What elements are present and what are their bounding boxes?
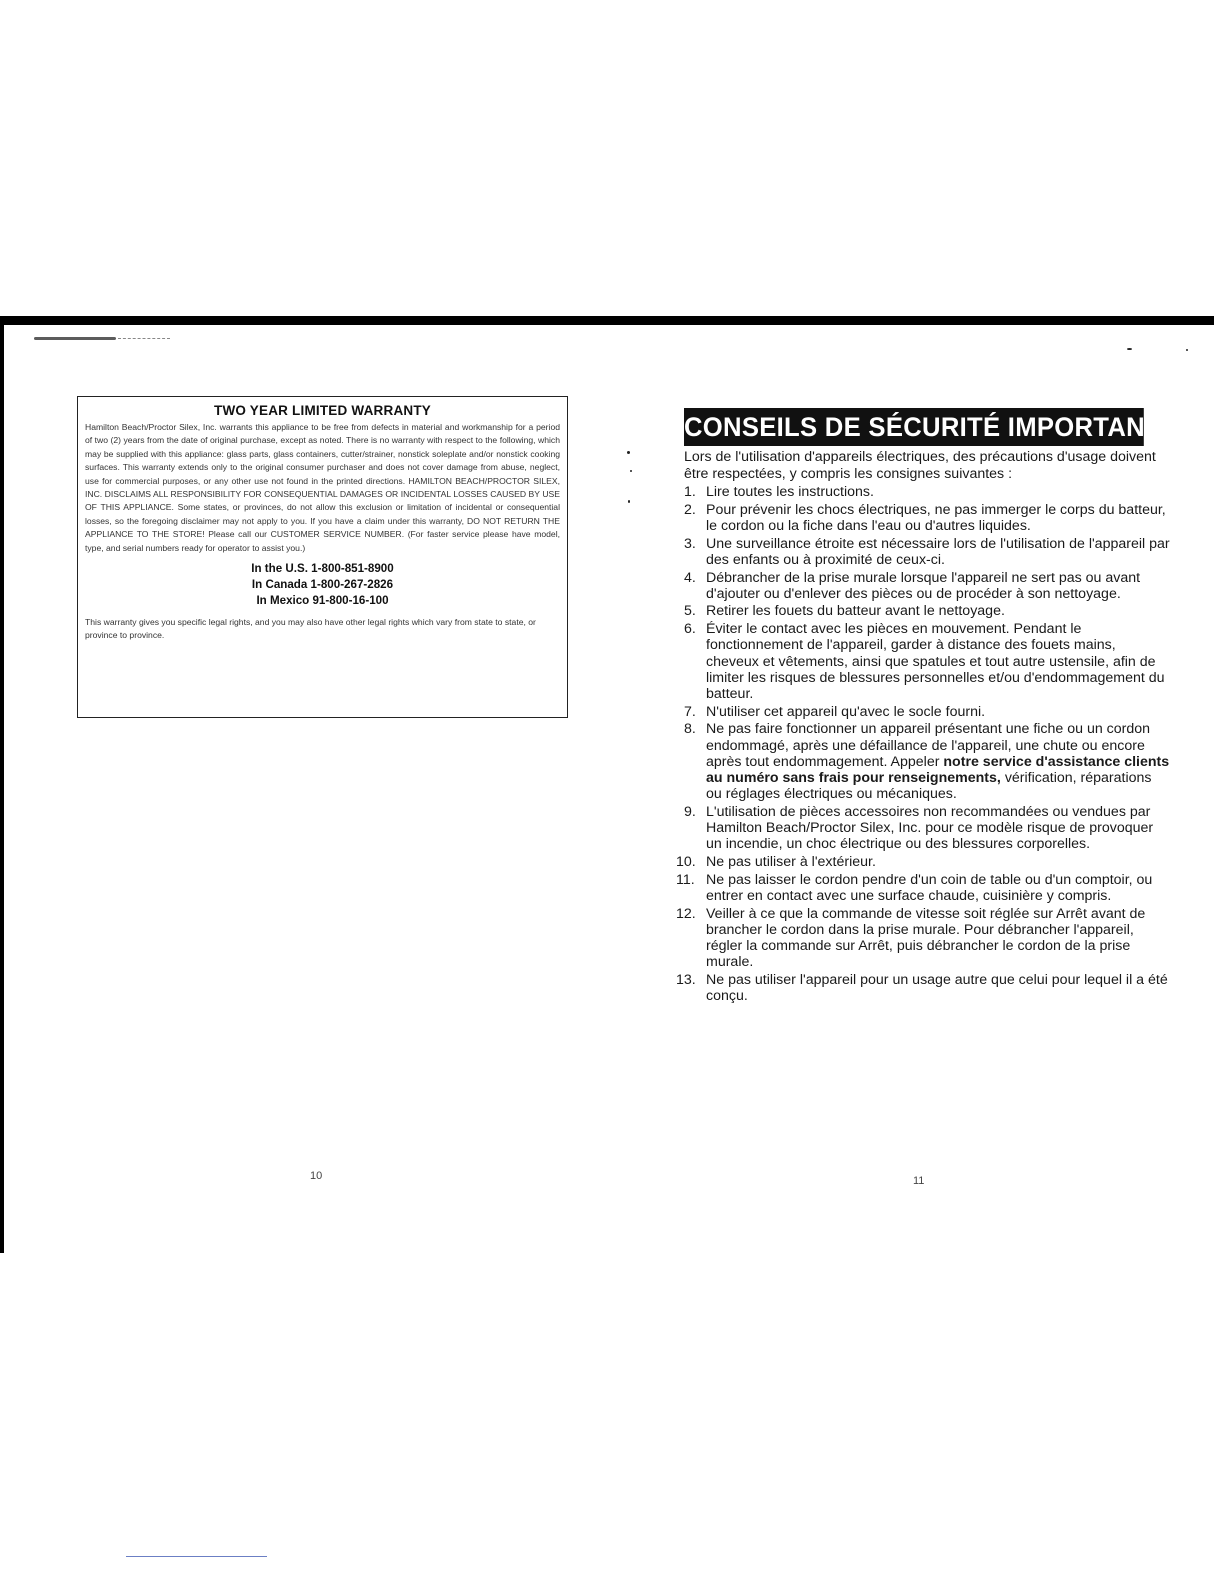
safety-title: CONSEILS DE SÉCURITÉ IMPORTANTS [684, 408, 1144, 446]
phone-us: In the U.S. 1-800-851-8900 [251, 562, 394, 576]
safety-rule: 13. Ne pas utiliser l'appareil pour un usage autre que celui pour lequel il a été conçu. [676, 971, 1168, 1005]
safety-rule: 9. L'utilisation de pièces accessoires non recommandées ou vendues par Hamilton Beach/Proctor Silex, Inc. pour ce modèle risque de provoquer un incendie, un choc électrique ou des blessures corporelles. [684, 803, 1154, 853]
warranty-body: Hamilton Beach/Proctor Silex, Inc. warrants this appliance to be free from defects in material and workmanship for a period of two (2) years from the date of original purchase, except as noted. There is no warranty with respect to the following, which may be supplied with this appliance: glass parts, glass containers, cutter/strainer, nonstick soleplate and/or nonstick cooking surfaces. This warranty extends only to the original consumer purchaser and does not cover damage from abuse, neglect, use for commercial purposes, or any other use not found in the printed directions. HAMILTON BEACH/PROCTOR SILEX, INC. DISCLAIMS ALL RESPONSIBILITY FOR CONSEQUENTIAL DAMAGES OR INCIDENTAL LOSSES CAUSED BY USE OF THIS APPLIANCE. Some states, or provinces, do not allow this exclusion or limitation of incidental or consequential losses, so the foregoing disclaimer may not apply to you. If you have a claim under this warranty, DO NOT RETURN THE APPLIANCE TO THE STORE! Please call our CUSTOMER SERVICE NUMBER. (For faster service please have model, type, and serial numbers ready for operator to assist you.) [85, 422, 560, 553]
safety-rule: 3. Une surveillance étroite est nécessaire lors de l'utilisation de l'appareil par des enfants ou à proximité de ceux-ci. [684, 535, 1170, 568]
safety-rule: 7. N'utiliser cet appareil qu'avec le socle fourni. [684, 703, 986, 720]
service-emphasis: notre service d'assistance clients au numéro sans frais pour renseignements, [706, 753, 1170, 786]
scan-smudge [118, 338, 170, 340]
safety-rules-list [670, 484, 1170, 1006]
customer-service-numbers [85, 561, 560, 609]
safety-rule: 2. Pour prévenir les chocs électriques, ne pas immerger le corps du batteur, le cordon ou la fiche dans l'eau ou d'autres liquides. [684, 501, 1166, 534]
warranty-title: TWO YEAR LIMITED WARRANTY [214, 403, 431, 418]
safety-rule: 5. Retirer les fouets du batteur avant le nettoyage. [684, 603, 1005, 620]
page-number-right: 11 [913, 1175, 925, 1187]
warranty-box [77, 396, 568, 718]
phone-canada: In Canada 1-800-267-2826 [251, 578, 394, 592]
scan-speck [628, 500, 630, 503]
safety-rule: 8. Ne pas faire fonctionner un appareil présentant une fiche ou un cordon endommagé, après une défaillance de l'appareil, une chute ou encore après tout endommagement. Appeler notre service d'assistance clients au numéro sans frais pour renseignements, vérification, réparations ou réglages électriques ou mécaniques. [684, 721, 1170, 803]
scan-speck [1186, 349, 1188, 351]
scan-top-border [0, 316, 1214, 325]
scan-speck [1127, 348, 1132, 350]
scan-smudge [34, 337, 116, 340]
safety-rule: 6. Éviter le contact avec les pièces en mouvement. Pendant le fonctionnement de l'appareil, garder à distance des fouets mains, cheveux et vêtements, ainsi que spatules et tout autre ustensile, afin de limiter les risques de blessures personnelles et/ou d'endommagement du batteur. [684, 621, 1165, 702]
safety-rule: 11. Ne pas laisser le cordon pendre d'un coin de table ou d'un comptoir, ou entrer en contact avec une surface chaude, cuisinière y compris. [676, 871, 1153, 904]
page-number-left: 10 [310, 1170, 323, 1182]
safety-rule: 12. Veiller à ce que la commande de vitesse soit réglée sur Arrêt avant de brancher le cordon dans la prise murale. Pour débrancher l'appareil, régler la commande sur Arrêt, puis débrancher le cordon de la prise murale. [676, 905, 1146, 971]
safety-rule: 1. Lire toutes les instructions. [684, 484, 874, 500]
warranty-footer: This warranty gives you specific legal rights, and you may also have other legal rights which vary from state to state, or province to province. [85, 617, 536, 640]
bottom-underline [126, 1556, 267, 1557]
safety-rule: 4. Débrancher de la prise murale lorsque l'appareil ne sert pas ou avant d'ajouter ou d'enlever des pièces ou de procéder à son nettoyage. [684, 569, 1141, 602]
scan-speck [627, 451, 630, 454]
scan-speck [630, 470, 632, 472]
scan-left-border [0, 316, 4, 1253]
phone-mexico: In Mexico 91-800-16-100 [256, 594, 389, 608]
safety-intro: Lors de l'utilisation d'appareils électriques, des précautions d'usage doivent être respectées, y compris les consignes suivantes : [684, 449, 1156, 482]
safety-rule: 10. Ne pas utiliser à l'extérieur. [676, 853, 876, 870]
